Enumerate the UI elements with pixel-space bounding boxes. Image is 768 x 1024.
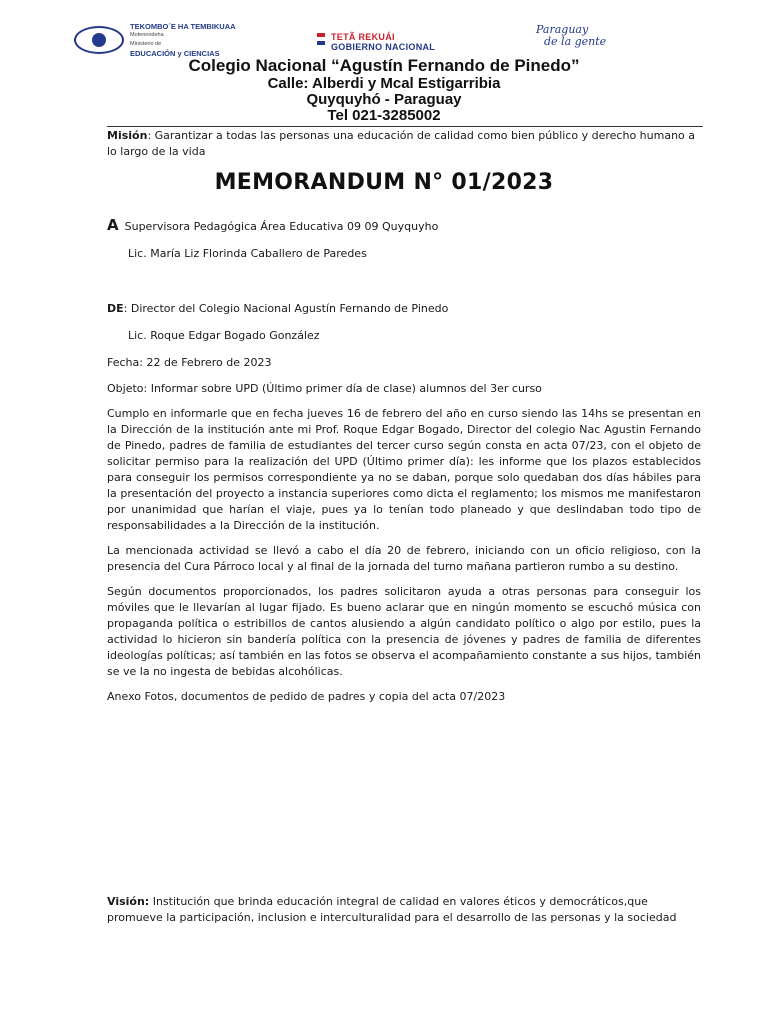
ministry-logo-line2: Motenondeha — [130, 32, 164, 38]
vision-statement — [107, 894, 701, 926]
national-seal-icon — [74, 26, 124, 54]
header-divider — [107, 126, 703, 127]
memo-paragraph-3: Según documentos proporcionados, los padres solicitaron ayuda a otras personas para conseguir los móviles que le llevarían al lugar fijado. Es bueno aclarar que en ningún momento se escuchó música con propaganda política o estribillos de cantos alusiendo a algún candidato político o algo por estilo, pues la actividad lo hicieron sin bandería política con la presencia de jóvenes y padres de familia de diferentes ideologías políticas; así también en las fotos se observa el acompañamiento constante a sus hijos, también se ve la no ingesta de bebidas alcohólicas. — [107, 585, 701, 678]
government-logo-line1: TETÃ REKUÁI — [331, 32, 395, 42]
paraguay-logo-line1: Paraguay — [536, 23, 589, 36]
memo-subject: Objeto: Informar sobre UPD (Último primer día de clase) alumnos del 3er curso — [107, 382, 542, 395]
memo-date: Fecha: 22 de Febrero de 2023 — [107, 356, 272, 369]
memo-paragraph-2: La mencionada actividad se llevó a cabo el día 20 de febrero, iniciando con un oficio religioso, con la presencia del Cura Párroco local y al final de la jornada del turno mañana partieron rumbo a su destino. — [107, 544, 701, 573]
vision-text: Institución que brinda educación integral de calidad en valores éticos y democráticos,que promueve la participación, inclusion e interculturalidad para el desarrollo de las personas y la sociedad — [107, 895, 677, 924]
sender-label: DE — [107, 302, 124, 315]
recipient-letter: A — [107, 216, 119, 234]
memo-sender — [107, 301, 701, 317]
school-name: Colegio Nacional “Agustín Fernando de Pinedo” — [188, 56, 580, 75]
ministry-logo-line3: Ministerio de — [130, 41, 162, 47]
school-phone: Tel 021-3285002 — [327, 107, 441, 124]
recipient-role: Supervisora Pedagógica Área Educativa 09 09 Quyquyho — [124, 220, 439, 233]
ministry-logo-line1: TEKOMBO´E HA TEMBIKUAA — [130, 22, 236, 31]
school-city: Quyquyhó - Paraguay — [306, 91, 462, 108]
mission-statement — [107, 128, 701, 160]
government-logo — [317, 32, 435, 52]
flag-icon — [317, 33, 325, 45]
mission-label: Misión — [107, 129, 148, 142]
paraguay-brand-logo — [536, 24, 606, 48]
recipient-name: Lic. María Liz Florinda Caballero de Paredes — [128, 247, 367, 260]
mission-text: : Garantizar a todas las personas una educación de calidad como bien público y derecho humano a lo largo de la vida — [107, 129, 696, 158]
logo-bar — [74, 22, 674, 56]
paraguay-logo-line2: de la gente — [544, 35, 607, 48]
memo-recipient — [107, 217, 701, 235]
vision-label: Visión: — [107, 895, 150, 908]
government-logo-line2: GOBIERNO NACIONAL — [331, 42, 436, 52]
school-address: Calle: Alberdi y Mcal Estigarribia — [267, 75, 501, 92]
memo-annex: Anexo Fotos, documentos de pedido de padres y copia del acta 07/2023 — [107, 690, 506, 703]
letterhead — [0, 56, 768, 124]
memo-title: MEMORANDUM N° 01/2023 — [214, 170, 554, 195]
memo-paragraph-1: Cumplo en informarle que en fecha jueves 16 de febrero del año en curso siendo las 14hs se presentan en la Dirección de la institución ante mi Prof. Roque Edgar Bogado, Director del colegio Nac Agustin Fernando de Pinedo, padres de familia de estudiantes del tercer curso según consta en acta 07/23, con el objeto de solicitar permiso para la realización del UPD (Último primer día): les informe que los plazos establecidos para conseguir los permisos correspondiente ya no se daban, porque solo quedaban dos días hábiles para la presentación del proyecto a instancia superiores como dicta el reglamento; los mismos me manifestaron por unanimidad que harían el viaje, pues ya lo tenían todo planeado y que deslindaban todo tipo de responsabilidades a la Dirección de la institución. — [107, 407, 701, 532]
sender-role: : Director del Colegio Nacional Agustín Fernando de Pinedo — [123, 302, 449, 315]
ministry-logo — [74, 22, 236, 58]
ministry-logo-line4: EDUCACIÓN y CIENCIAS — [130, 49, 220, 58]
sender-name: Lic. Roque Edgar Bogado González — [128, 329, 320, 342]
